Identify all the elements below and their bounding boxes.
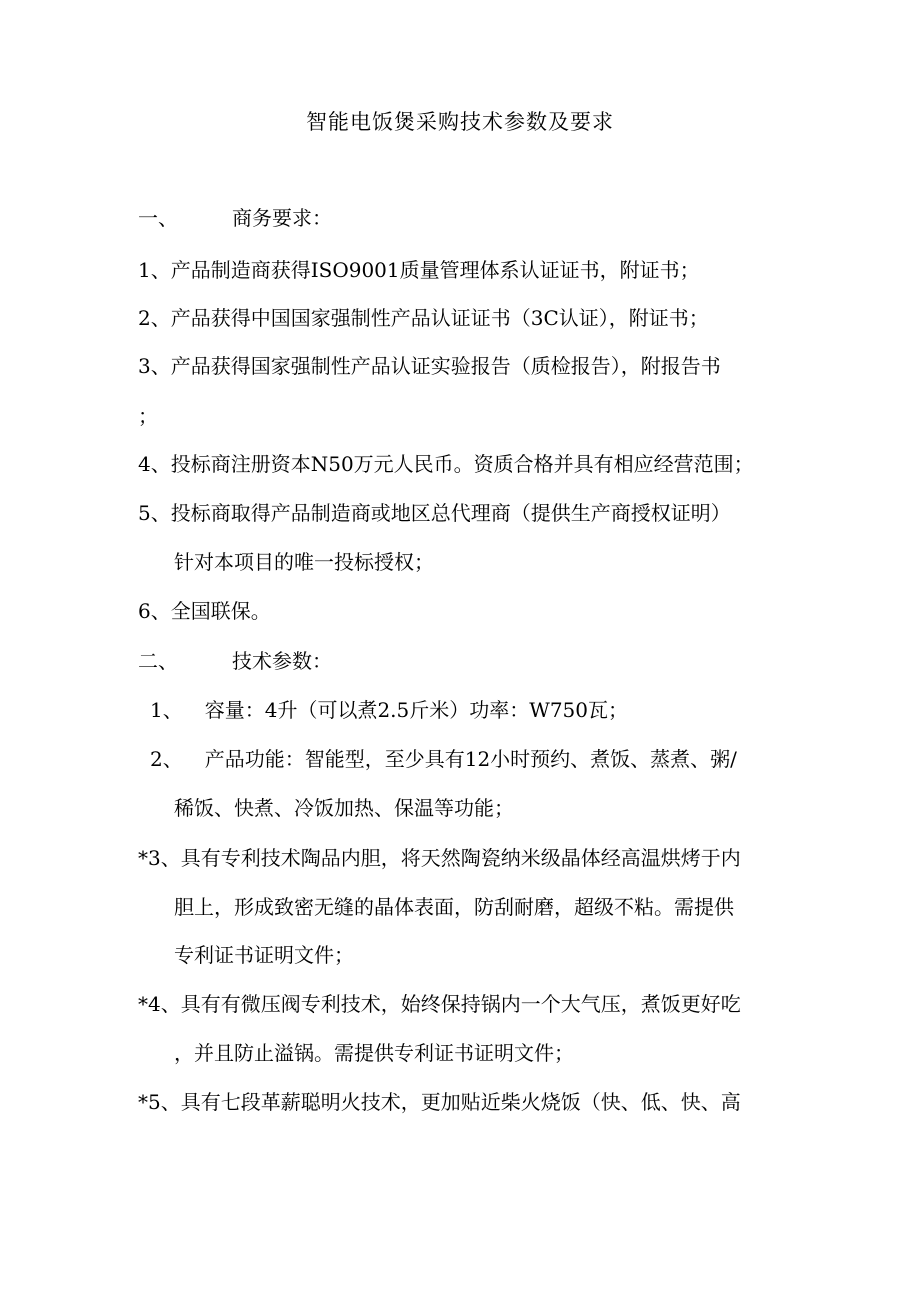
section2-item-3-line-3: 专利证书证明文件；: [174, 943, 354, 967]
section1-item-3-cont: ；: [138, 404, 158, 428]
section2-item-1-text: 容量：4升（可以煮2.5斤米）功率：W750瓦；: [204, 698, 628, 722]
section1-number: 一、: [138, 206, 178, 230]
section1-item-1: 1、产品制造商获得ISO9001质量管理体系认证证书，附证书；: [138, 258, 700, 282]
section2-item-2-number: 2、: [150, 747, 183, 771]
section2-item-5-line-1: *5、具有七段革薪聪明火技术，更加贴近柴火烧饭（快、低、快、高: [138, 1090, 741, 1114]
section1-heading: 商务要求：: [232, 206, 332, 230]
section2-number: 二、: [138, 649, 178, 673]
section2-item-2-cont: 稀饭、快煮、冷饭加热、保温等功能；: [174, 796, 514, 820]
section2-heading-line: [138, 648, 332, 674]
section1-item-3: 3、产品获得国家强制性产品认证实验报告（质检报告），附报告书: [138, 354, 721, 378]
section1-item-4: 4、投标商注册资本N50万元人民币。资质合格并具有相应经营范围；: [138, 452, 754, 476]
section2-item-1: [150, 697, 628, 723]
section2-item-2-text: 产品功能：智能型，至少具有12小时预约、煮饭、蒸煮、粥/: [204, 747, 737, 771]
section2-item-2: [150, 746, 737, 772]
section1-heading-line: [138, 205, 332, 231]
section1-item-5: 5、投标商取得产品制造商或地区总代理商（提供生产商授权证明）: [138, 501, 731, 525]
section1-item-6: 6、全国联保。: [138, 599, 271, 623]
section2-item-3-line-1: *3、具有专利技术陶品内胆，将天然陶瓷纳米级晶体经高温烘烤于内: [138, 846, 741, 870]
section2-item-1-number: 1、: [150, 698, 183, 722]
section2-item-4-line-1: *4、具有有微压阀专利技术，始终保持锅内一个大气压，煮饭更好吃: [138, 992, 741, 1016]
section2-item-3-line-2: 胆上，形成致密无缝的晶体表面，防刮耐磨，超级不粘。需提供: [174, 895, 734, 919]
section2-heading: 技术参数：: [232, 649, 332, 673]
section1-item-5-cont: 针对本项目的唯一投标授权；: [174, 550, 434, 574]
section1-item-2: 2、产品获得中国国家强制性产品认证证书（3C认证），附证书；: [138, 306, 709, 330]
section2-item-4-line-2: ，并且防止溢锅。需提供专利证书证明文件；: [174, 1041, 574, 1065]
document-title: 智能电饭煲采购技术参数及要求: [306, 110, 614, 134]
